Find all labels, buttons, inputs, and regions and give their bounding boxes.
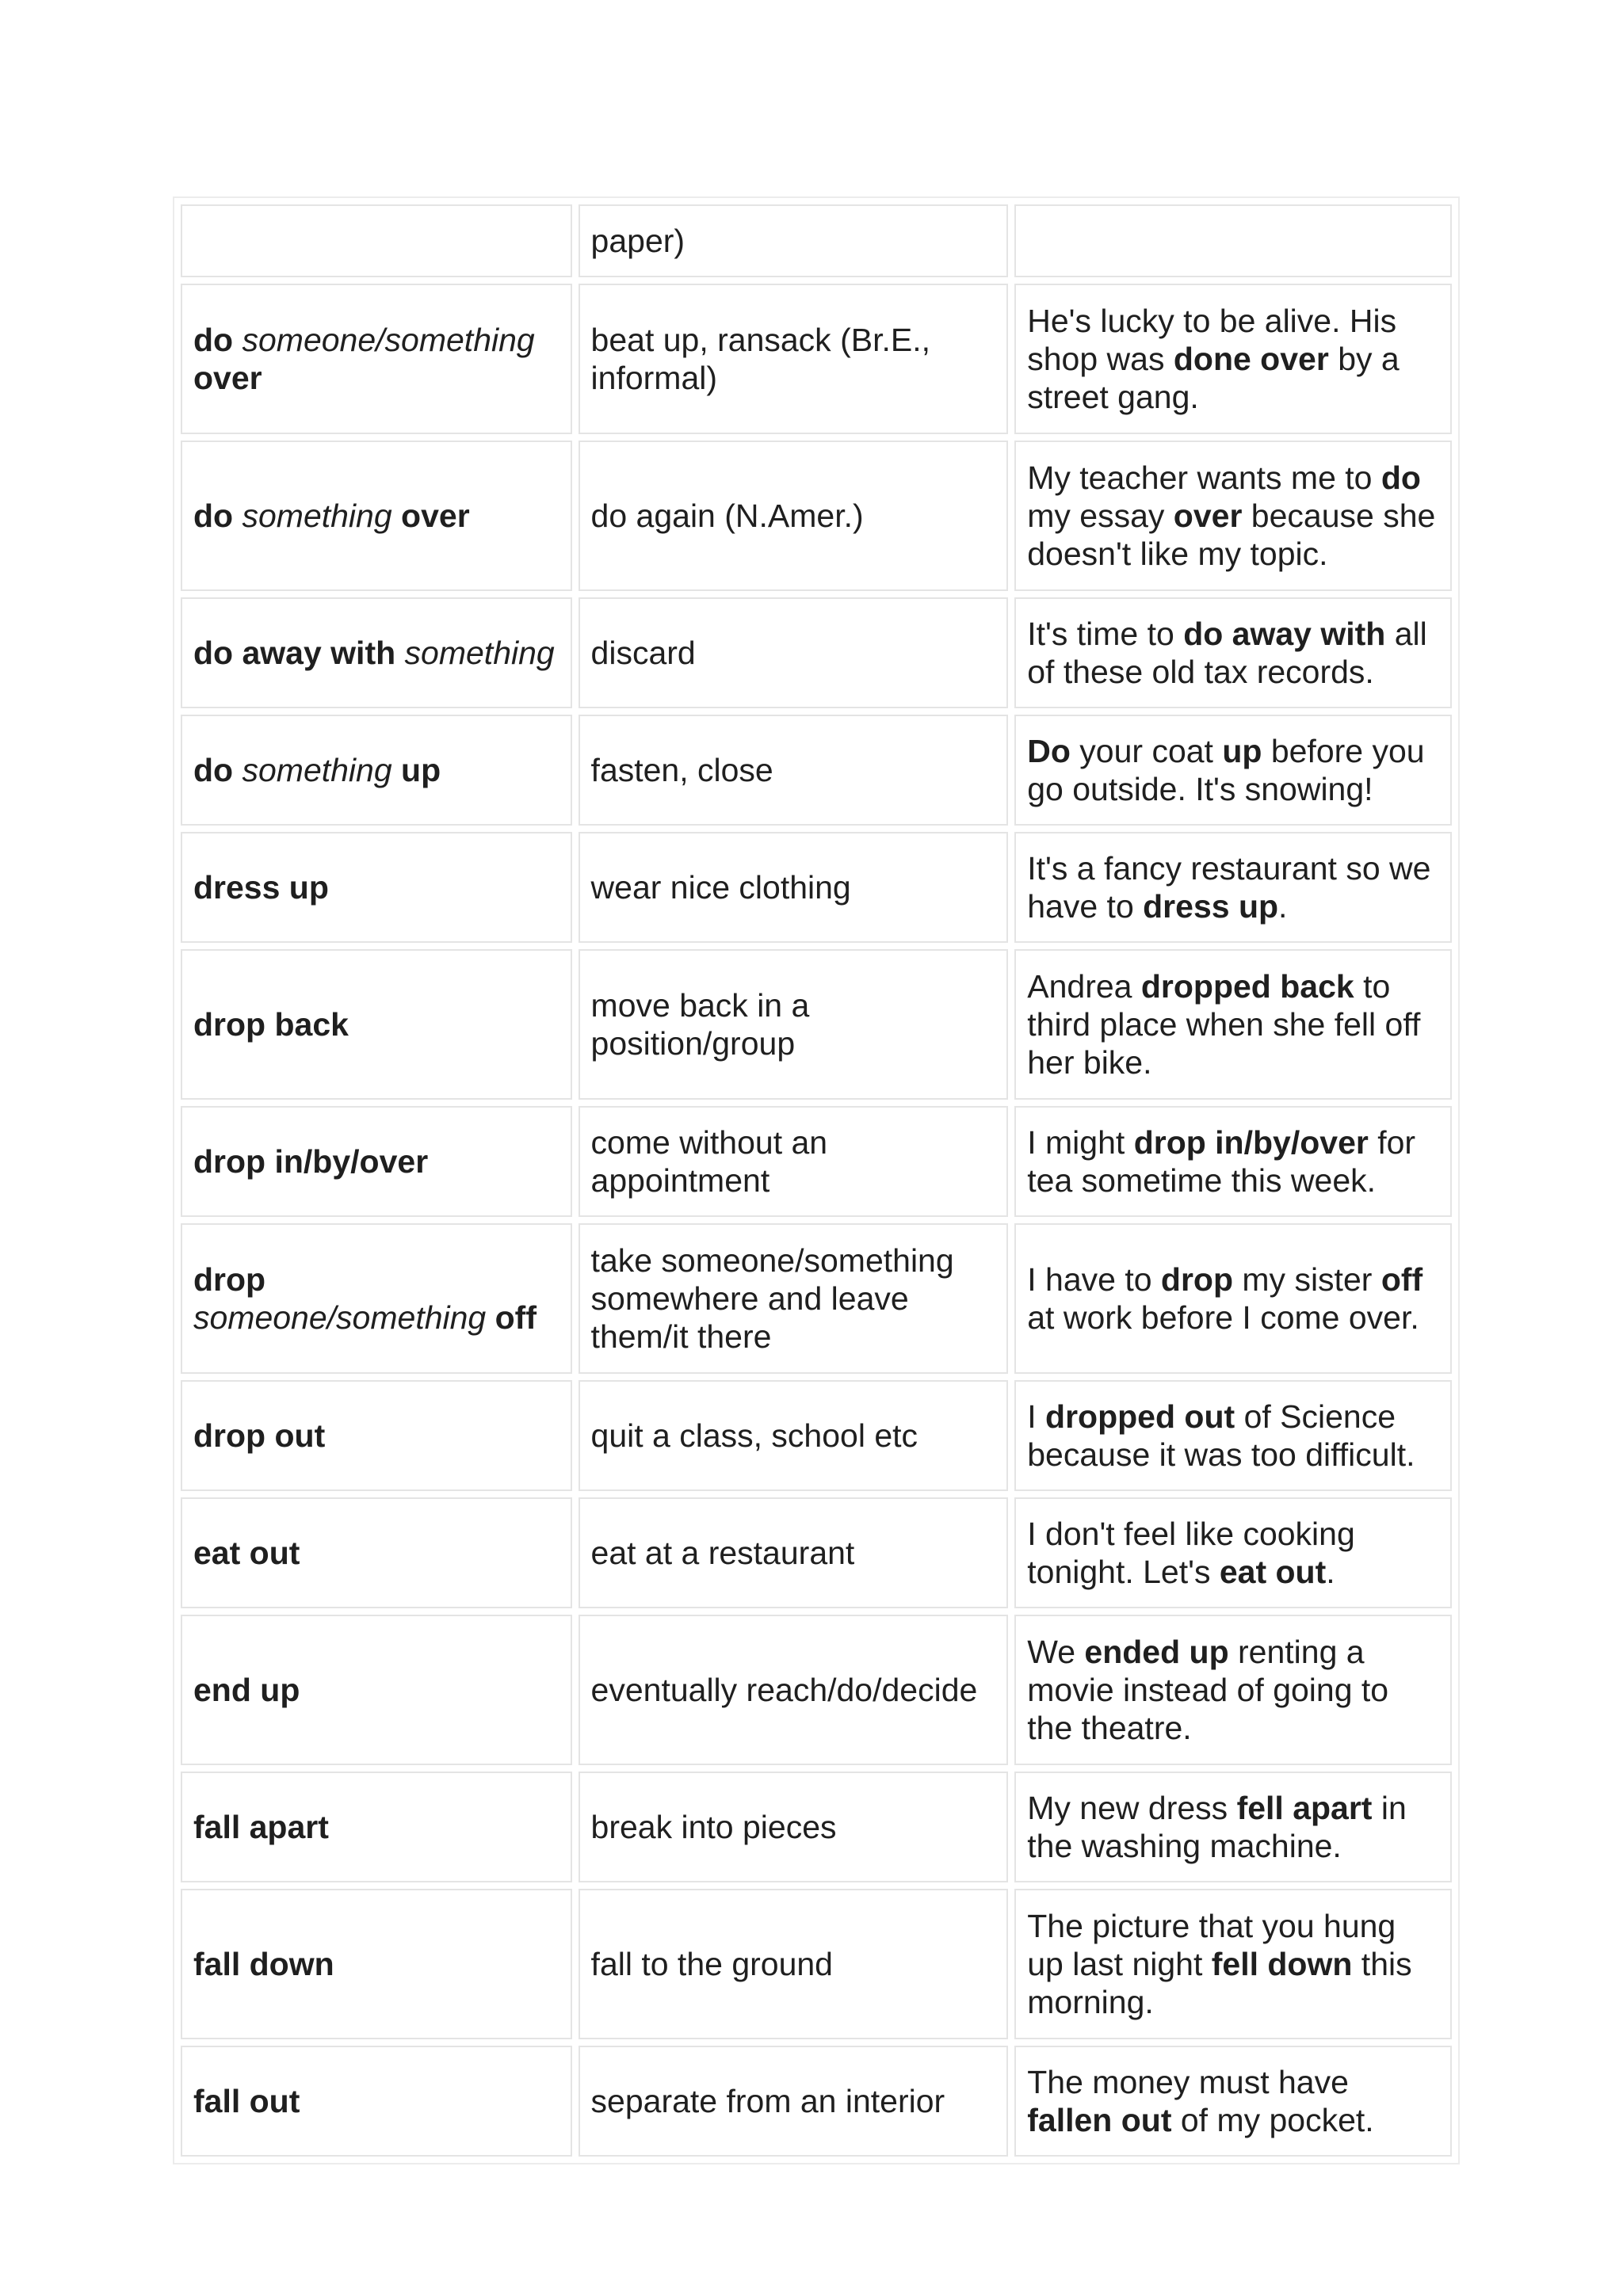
meaning-cell: separate from an interior [579,2046,1009,2157]
phrasal-verb-table [173,196,1460,2164]
text-segment: The picture that you hung up last night [1027,1908,1396,1982]
meaning-cell: beat up, ransack (Br.E., informal) [579,284,1009,434]
table-body [181,204,1452,2157]
text-segment: drop back [193,1006,349,1043]
phrasal-verb-cell [181,1772,572,1882]
text-segment: I might [1027,1124,1134,1161]
text-segment: I [1027,1398,1046,1435]
meaning-cell: do again (N.Amer.) [579,441,1009,591]
text-segment: off [1381,1261,1423,1298]
text-segment: renting a movie instead of going to the theatre. [1027,1634,1389,1746]
text-segment: The money must have [1027,2064,1349,2100]
text-segment: ended up [1084,1634,1229,1670]
table-row [181,1380,1452,1491]
table-row [181,832,1452,943]
text-segment: over [1173,498,1243,534]
text-segment: drop out [193,1417,326,1454]
text-segment: all of these old tax records. [1027,616,1427,690]
table-row [181,715,1452,826]
text-segment: do away with [193,635,405,671]
text-segment: Andrea [1027,968,1141,1005]
phrasal-verb-cell [181,597,572,708]
text-segment: at work before I come over. [1027,1299,1419,1336]
text-segment: my sister [1233,1261,1381,1298]
text-segment: your coat [1070,733,1223,769]
text-segment: fall apart [193,1809,329,1845]
meaning-cell: move back in a position/group [579,949,1009,1100]
text-segment: It's time to [1027,616,1184,652]
example-cell [1014,1889,1452,2039]
text-segment: I have to [1027,1261,1161,1298]
meaning-cell: fall to the ground [579,1889,1009,2039]
phrasal-verb-cell [181,1497,572,1608]
text-segment: dress up [193,869,329,906]
meaning-cell: wear nice clothing [579,832,1009,943]
text-segment: fall down [193,1946,334,1982]
phrasal-verb-cell [181,284,572,434]
meaning-cell: paper) [579,204,1009,277]
table-row [181,1497,1452,1608]
example-cell [1014,1380,1452,1491]
meaning-cell: break into pieces [579,1772,1009,1882]
phrasal-verb-cell [181,832,572,943]
text-segment: to third place when she fell off her bike. [1027,968,1421,1081]
phrasal-verb-page [173,196,1460,2164]
text-segment: It's a fancy restaurant so we have to [1027,850,1431,925]
text-segment: drop [193,1261,266,1298]
table-row [181,1223,1452,1374]
text-segment: before you go outside. It's snowing! [1027,733,1425,807]
example-cell [1014,441,1452,591]
text-segment: drop [1160,1261,1234,1298]
text-segment: of Science because it was too difficult. [1027,1398,1415,1473]
table-row [181,1106,1452,1217]
text-segment: dropped out [1045,1398,1235,1435]
table-row [181,441,1452,591]
phrasal-verb-cell [181,1223,572,1374]
table-row [181,2046,1452,2157]
phrasal-verb-cell [181,204,572,277]
text-segment: fall out [193,2083,300,2119]
meaning-cell: eventually reach/do/decide [579,1615,1009,1765]
text-segment: eat out [1219,1554,1327,1590]
phrasal-verb-cell [181,1106,572,1217]
table-row [181,1615,1452,1765]
phrasal-verb-cell [181,1615,572,1765]
text-segment: in the washing machine. [1027,1790,1407,1864]
text-segment: . [1278,888,1288,925]
text-segment: end up [193,1672,300,1708]
example-cell [1014,284,1452,434]
meaning-cell: take someone/something somewhere and leave them/it there [579,1223,1009,1374]
text-segment: something [404,635,555,671]
phrasal-verb-cell [181,1380,572,1491]
text-segment: my essay [1027,498,1174,534]
phrasal-verb-cell [181,441,572,591]
phrasal-verb-cell [181,949,572,1100]
text-segment: over [391,498,470,534]
example-cell [1014,597,1452,708]
text-segment: something [242,752,392,788]
text-segment: do away with [1183,616,1386,652]
text-segment: because she doesn't like my topic. [1027,498,1436,572]
text-segment: do [193,752,242,788]
meaning-cell: fasten, close [579,715,1009,826]
text-segment: eat out [193,1535,300,1571]
meaning-cell: come without an appointment [579,1106,1009,1217]
phrasal-verb-cell [181,2046,572,2157]
text-segment: up [391,752,441,788]
meaning-cell: quit a class, school etc [579,1380,1009,1491]
text-segment: . [1326,1554,1335,1590]
example-cell [1014,2046,1452,2157]
table-row [181,949,1452,1100]
phrasal-verb-cell [181,1889,572,2039]
text-segment: up [1222,733,1262,769]
text-segment: off [486,1299,537,1336]
text-segment: dropped back [1140,968,1354,1005]
meaning-cell: discard [579,597,1009,708]
text-segment: We [1027,1634,1085,1670]
text-segment: fell down [1211,1946,1353,1982]
text-segment: fell apart [1236,1790,1373,1826]
example-cell [1014,949,1452,1100]
text-segment: fallen out [1027,2102,1172,2138]
text-segment: something [242,498,392,534]
example-cell [1014,832,1452,943]
example-cell [1014,1615,1452,1765]
text-segment: My teacher wants me to [1027,460,1381,496]
text-segment: My new dress [1027,1790,1237,1826]
table-row [181,1889,1452,2039]
text-segment: do [193,322,242,358]
text-segment: do [193,498,242,534]
text-segment: by a street gang. [1027,341,1400,415]
text-segment: someone/something [242,322,535,358]
meaning-cell: eat at a restaurant [579,1497,1009,1608]
table-row [181,597,1452,708]
example-cell [1014,1223,1452,1374]
text-segment: for tea sometime this week. [1027,1124,1416,1199]
text-segment: over [193,360,262,396]
phrasal-verb-cell [181,715,572,826]
text-segment: of my pocket. [1171,2102,1374,2138]
example-cell [1014,1497,1452,1608]
text-segment: drop in/by/over [193,1143,429,1180]
table-row [181,1772,1452,1882]
text-segment: He's lucky to be alive. His shop was [1027,303,1397,377]
example-cell [1014,715,1452,826]
text-segment: dress up [1143,888,1279,925]
text-segment: do [1381,460,1421,496]
text-segment: someone/something [193,1299,487,1336]
text-segment: this morning. [1027,1946,1412,2020]
table-row [181,284,1452,434]
table-row [181,204,1452,277]
text-segment: drop in/by/over [1133,1124,1369,1161]
text-segment: done over [1173,341,1329,377]
example-cell [1014,204,1452,277]
example-cell [1014,1106,1452,1217]
text-segment: I don't feel like cooking tonight. Let's [1027,1516,1355,1590]
example-cell [1014,1772,1452,1882]
text-segment: Do [1027,733,1071,769]
